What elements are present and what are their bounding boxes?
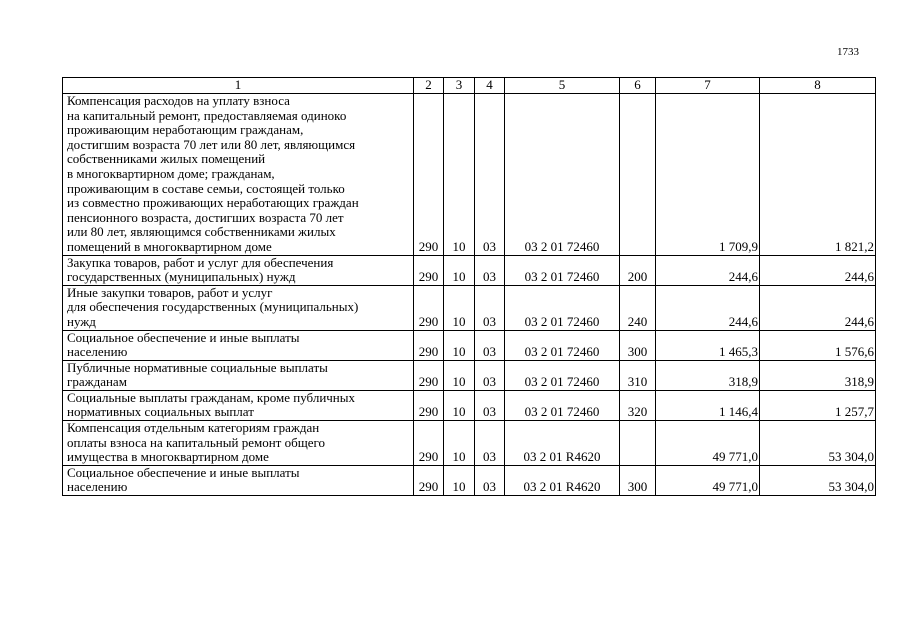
row-cell-8: 1 821,2	[760, 94, 876, 256]
row-name-cell: Закупка товаров, работ и услуг для обеспечения государственных (муниципальных) нужд	[63, 255, 414, 285]
row-cell-5: 03 2 01 72460	[505, 94, 620, 256]
row-cell-2: 290	[414, 360, 444, 390]
row-cell-8: 53 304,0	[760, 465, 876, 495]
row-cell-7: 49 771,0	[656, 465, 760, 495]
column-header-3: 3	[444, 78, 475, 94]
table-row	[63, 390, 876, 420]
column-header-4: 4	[475, 78, 505, 94]
row-cell-3: 10	[444, 94, 475, 256]
row-cell-3: 10	[444, 360, 475, 390]
row-cell-5: 03 2 01 72460	[505, 255, 620, 285]
row-cell-8: 53 304,0	[760, 421, 876, 466]
row-cell-3: 10	[444, 390, 475, 420]
row-cell-2: 290	[414, 330, 444, 360]
row-cell-3: 10	[444, 330, 475, 360]
row-cell-6: 310	[620, 360, 656, 390]
row-name-cell: Публичные нормативные социальные выплаты гражданам	[63, 360, 414, 390]
row-cell-3: 10	[444, 465, 475, 495]
row-cell-5: 03 2 01 R4620	[505, 421, 620, 466]
row-cell-2: 290	[414, 285, 444, 330]
row-cell-6: 300	[620, 465, 656, 495]
row-cell-7: 244,6	[656, 255, 760, 285]
row-cell-7: 244,6	[656, 285, 760, 330]
row-cell-7: 1 465,3	[656, 330, 760, 360]
table-row	[63, 285, 876, 330]
row-cell-4: 03	[475, 390, 505, 420]
table-header-row	[63, 78, 876, 94]
row-cell-6: 240	[620, 285, 656, 330]
row-cell-6: 200	[620, 255, 656, 285]
row-cell-2: 290	[414, 465, 444, 495]
column-header-2: 2	[414, 78, 444, 94]
row-cell-6: 320	[620, 390, 656, 420]
row-name-cell: Социальное обеспечение и иные выплаты населению	[63, 330, 414, 360]
column-header-8: 8	[760, 78, 876, 94]
table-row	[63, 465, 876, 495]
row-cell-5: 03 2 01 72460	[505, 390, 620, 420]
row-cell-8: 1 576,6	[760, 330, 876, 360]
column-header-1: 1	[63, 78, 414, 94]
row-cell-4: 03	[475, 330, 505, 360]
table-row	[63, 330, 876, 360]
row-cell-6: 300	[620, 330, 656, 360]
table-row	[63, 255, 876, 285]
table-row	[63, 360, 876, 390]
row-cell-7: 1 709,9	[656, 94, 760, 256]
row-cell-2: 290	[414, 94, 444, 256]
row-cell-7: 49 771,0	[656, 421, 760, 466]
row-name-cell: Компенсация расходов на уплату взноса на капитальный ремонт, предоставляемая одиноко проживающим неработающим гражданам, достигшим возраста 70 лет или 80 лет, являющимся собственниками жилых помещений в многоквартирном доме; гражданам, проживающим в составе семьи, состоящей только из совместно проживающих неработающих граждан пенсионного возраста, достигших возраста 70 лет или 80 лет, являющимся собственниками жилых помещений в многоквартирном доме	[63, 94, 414, 256]
row-cell-8: 244,6	[760, 285, 876, 330]
column-header-5: 5	[505, 78, 620, 94]
row-cell-7: 318,9	[656, 360, 760, 390]
row-cell-2: 290	[414, 421, 444, 466]
table-row	[63, 94, 876, 256]
page-number: 1733	[837, 46, 859, 58]
row-cell-2: 290	[414, 390, 444, 420]
row-name-cell: Социальное обеспечение и иные выплаты населению	[63, 465, 414, 495]
row-cell-4: 03	[475, 94, 505, 256]
row-cell-5: 03 2 01 72460	[505, 285, 620, 330]
row-cell-8: 318,9	[760, 360, 876, 390]
row-name-cell: Социальные выплаты гражданам, кроме публичных нормативных социальных выплат	[63, 390, 414, 420]
row-cell-5: 03 2 01 72460	[505, 360, 620, 390]
column-header-7: 7	[656, 78, 760, 94]
row-cell-4: 03	[475, 360, 505, 390]
row-name-cell: Компенсация отдельным категориям граждан оплаты взноса на капитальный ремонт общего имущества в многоквартирном доме	[63, 421, 414, 466]
row-cell-6	[620, 421, 656, 466]
row-cell-3: 10	[444, 421, 475, 466]
row-cell-4: 03	[475, 465, 505, 495]
row-cell-2: 290	[414, 255, 444, 285]
row-cell-8: 1 257,7	[760, 390, 876, 420]
row-name-cell: Иные закупки товаров, работ и услуг для обеспечения государственных (муниципальных) нужд	[63, 285, 414, 330]
row-cell-4: 03	[475, 421, 505, 466]
row-cell-5: 03 2 01 R4620	[505, 465, 620, 495]
column-header-6: 6	[620, 78, 656, 94]
row-cell-3: 10	[444, 255, 475, 285]
row-cell-5: 03 2 01 72460	[505, 330, 620, 360]
table-row	[63, 421, 876, 466]
row-cell-8: 244,6	[760, 255, 876, 285]
row-cell-4: 03	[475, 285, 505, 330]
row-cell-3: 10	[444, 285, 475, 330]
budget-table	[62, 77, 876, 496]
row-cell-6	[620, 94, 656, 256]
row-cell-7: 1 146,4	[656, 390, 760, 420]
row-cell-4: 03	[475, 255, 505, 285]
